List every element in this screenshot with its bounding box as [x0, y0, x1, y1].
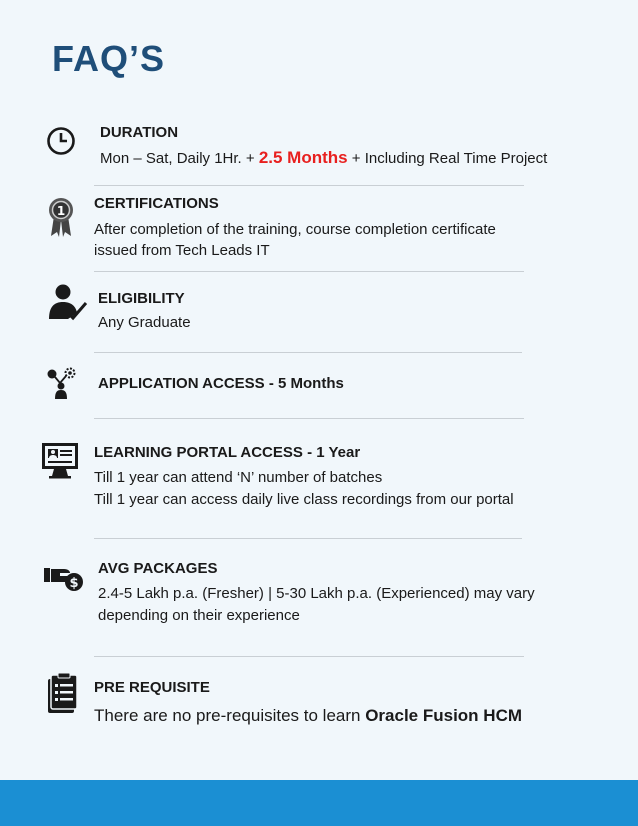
learning-portal-line2: Till 1 year can access daily live class recordings from our portal	[94, 491, 514, 508]
svg-text:$: $	[69, 576, 79, 591]
medal-icon	[48, 196, 74, 238]
divider	[94, 656, 524, 657]
eligibility-line1: Any Graduate	[98, 314, 191, 331]
learning-portal-heading: LEARNING PORTAL ACCESS - 1 Year	[94, 444, 361, 461]
clock-icon	[46, 126, 76, 156]
graduate-person-icon	[46, 283, 88, 323]
eligibility-heading: ELIGIBILITY	[98, 290, 185, 307]
computer-screen-icon	[40, 441, 80, 479]
avg-packages-line1: 2.4-5 Lakh p.a. (Fresher) | 5-30 Lakh p.a. (Experienced) may vary	[98, 585, 535, 602]
svg-text:1: 1	[56, 204, 66, 218]
certifications-heading: CERTIFICATIONS	[94, 195, 219, 212]
divider	[94, 538, 522, 539]
certifications-line1: After completion of the training, course completion certificate	[94, 221, 496, 238]
duration-heading: DURATION	[100, 124, 179, 141]
page-title: FAQ’S	[52, 38, 166, 79]
duration-text: Mon – Sat, Daily 1Hr. + 2.5 Months + Including Real Time Project	[100, 148, 548, 167]
pre-requisite-heading: PRE REQUISITE	[94, 679, 210, 696]
duration-highlight: 2.5 Months	[258, 148, 348, 167]
course-name: Oracle Fusion HCM	[365, 706, 523, 725]
money-hand-icon	[44, 560, 84, 596]
avg-packages-heading: AVG PACKAGES	[98, 560, 218, 577]
divider	[94, 352, 522, 353]
network-person-icon	[46, 367, 76, 401]
document-checklist-icon	[46, 673, 80, 715]
divider	[94, 418, 524, 419]
divider	[94, 185, 524, 186]
footer-bar	[0, 780, 638, 826]
learning-portal-line1: Till 1 year can attend ‘N’ number of batches	[94, 469, 383, 486]
avg-packages-line2: depending on their experience	[98, 607, 300, 624]
divider	[94, 271, 524, 272]
application-access-heading: APPLICATION ACCESS - 5 Months	[98, 375, 344, 392]
certifications-line2: issued from Tech Leads IT	[94, 242, 270, 259]
pre-requisite-text: There are no pre-requisites to learn Oracle Fusion HCM	[94, 706, 523, 725]
